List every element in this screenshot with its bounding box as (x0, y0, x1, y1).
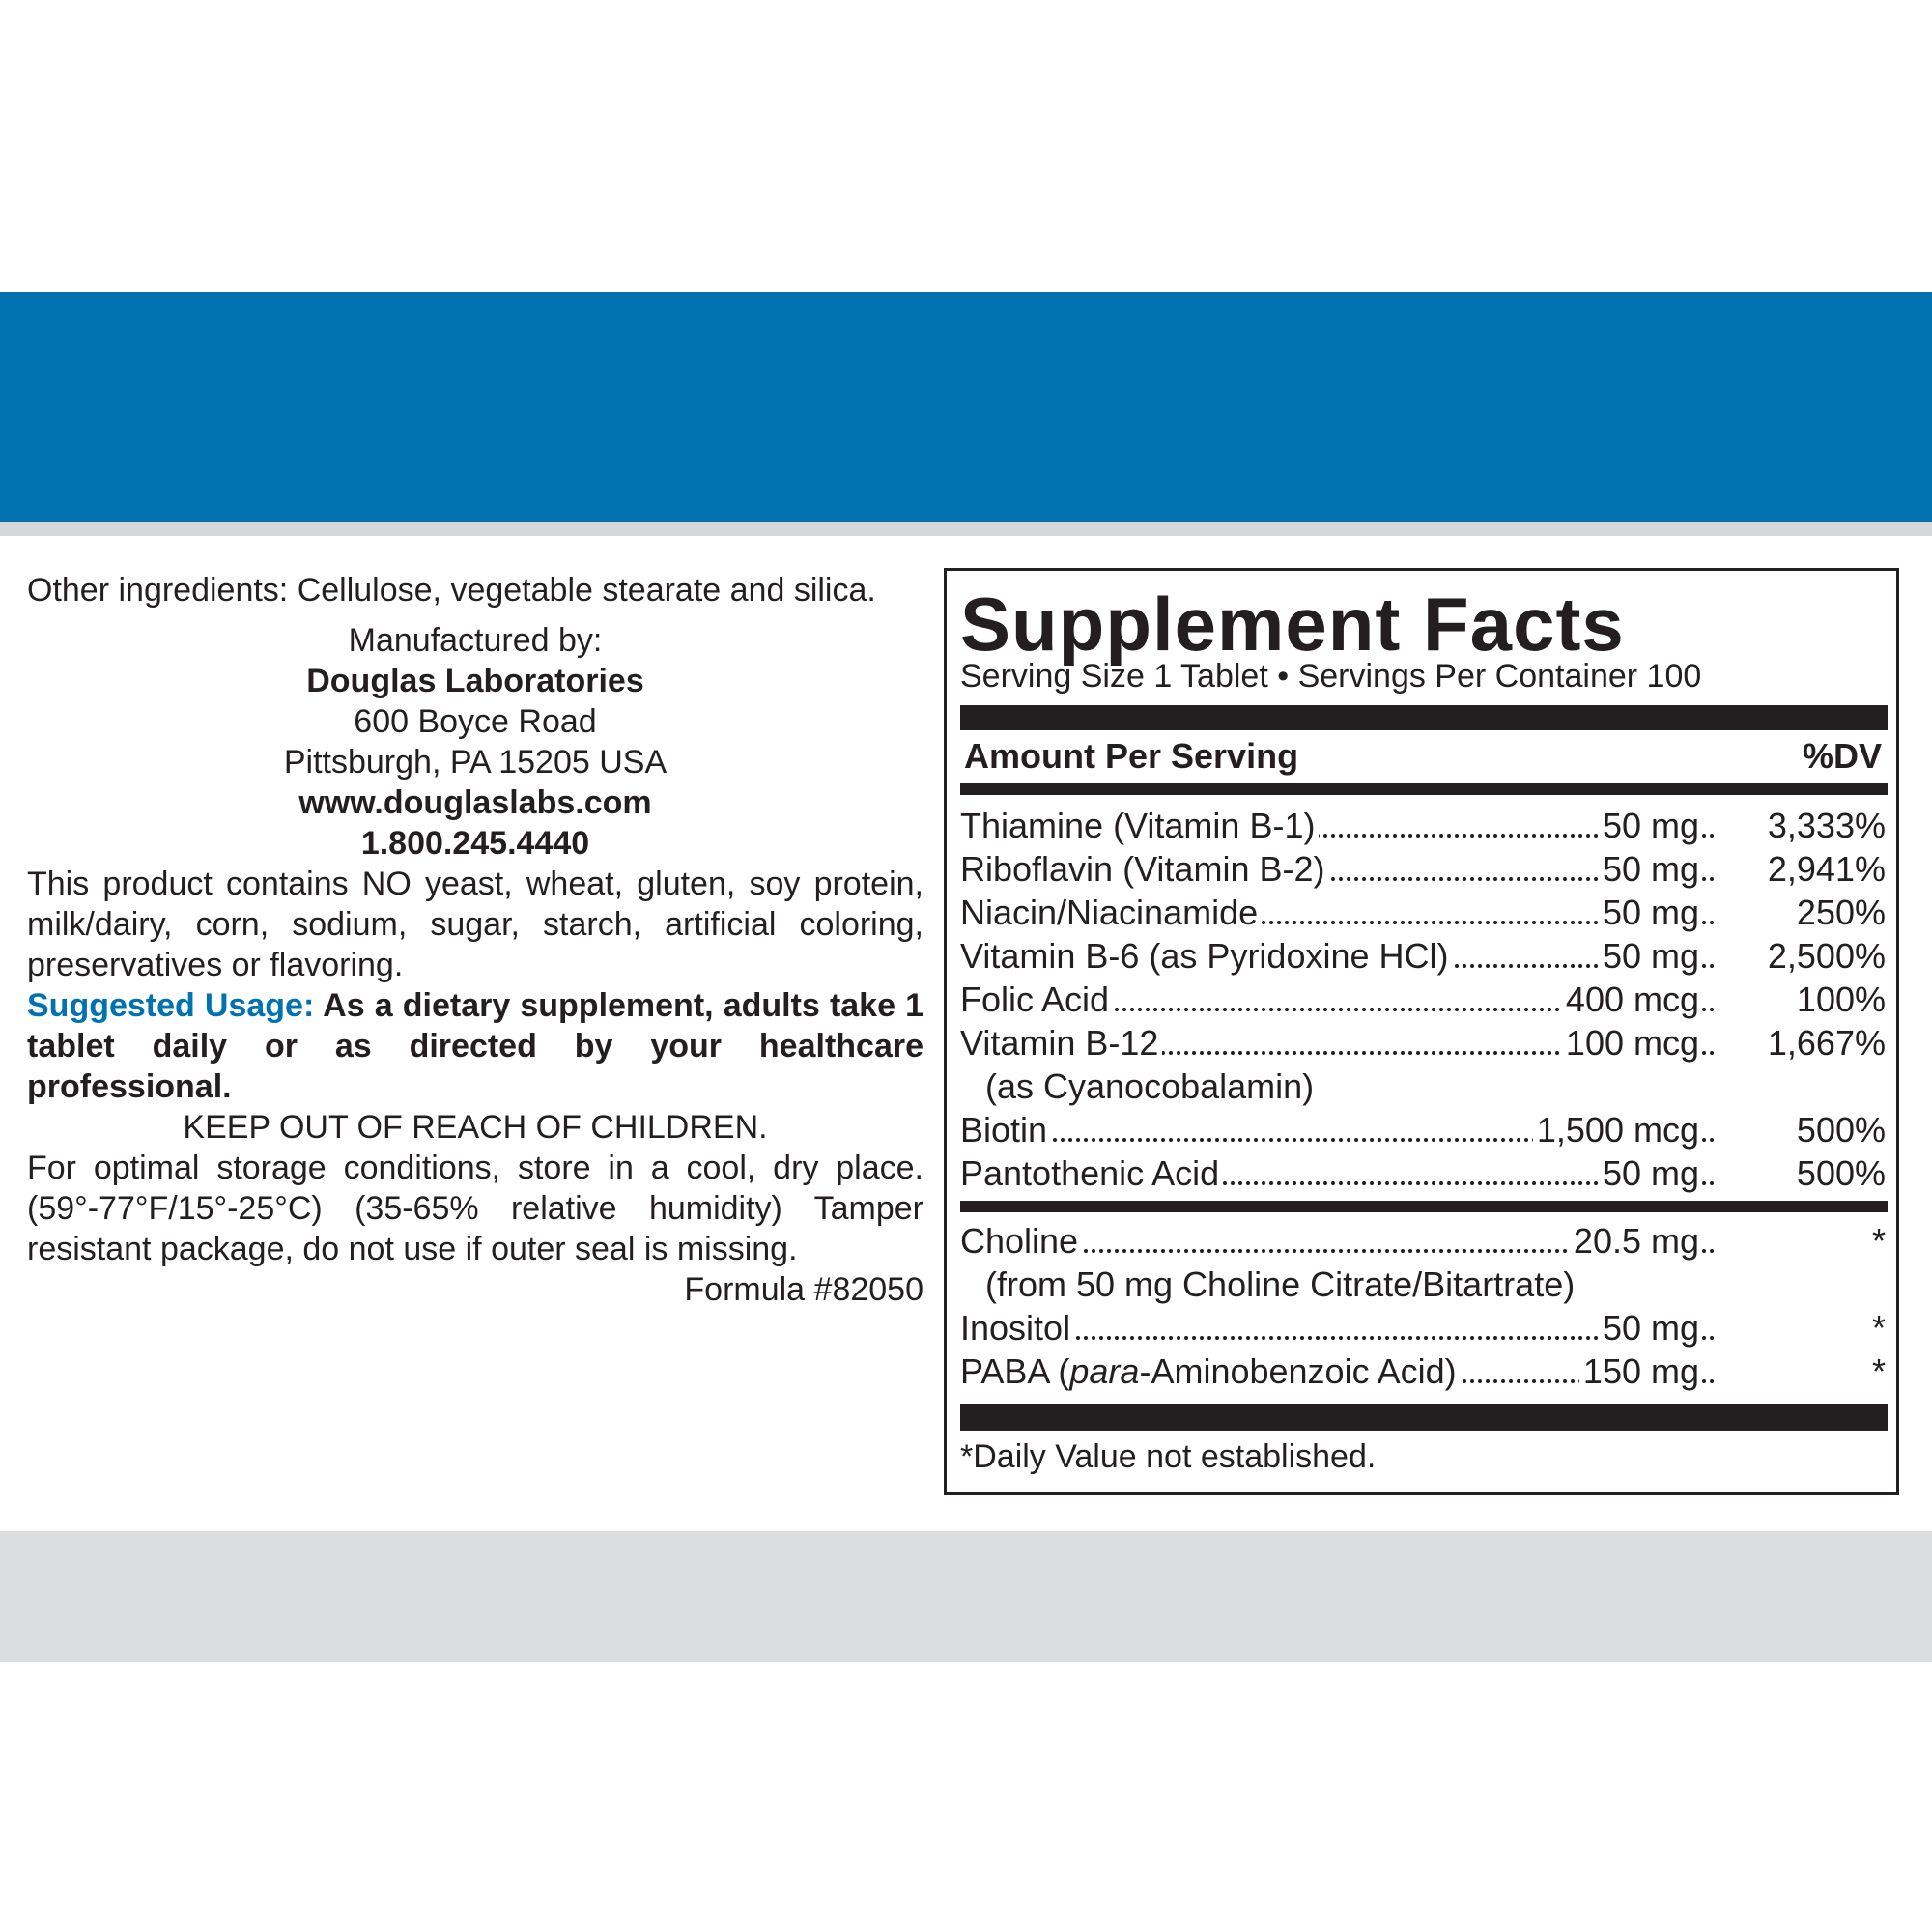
nutrient-amount: 50 mg (1599, 1152, 1699, 1195)
nutrient-row (960, 1109, 1888, 1151)
nutrient-amount: 150 mg (1579, 1350, 1699, 1393)
nutrient-dv: 250% (1796, 893, 1886, 932)
children-warning: KEEP OUT OF REACH OF CHILDREN. (183, 1109, 768, 1146)
nutrient-amount: 20.5 mg (1570, 1220, 1699, 1263)
nutrient-subnote-text: (as Cyanocobalamin) (985, 1066, 1315, 1106)
nutrient-name: Inositol (960, 1308, 1074, 1348)
nutrient-amount: 100 mcg (1562, 1022, 1699, 1065)
nutrient-name: Choline (960, 1221, 1082, 1261)
nutrient-name: Vitamin B-6 (as Pyridoxine HCl) (960, 936, 1453, 976)
nutrient-name: Riboflavin (Vitamin B-2) (960, 849, 1328, 889)
nutrient-name: Biotin (960, 1110, 1051, 1150)
label-left-column (27, 570, 923, 1310)
manufacturer-phone: 1.800.245.4440 (360, 825, 590, 862)
nutrient-amount: 1,500 mcg (1533, 1109, 1699, 1151)
serving-info: Serving Size 1 Tablet • Servings Per Container 100 (960, 658, 1702, 695)
nutrient-name: Thiamine (Vitamin B-1) (960, 806, 1319, 845)
nutrient-name: Pantothenic Acid (960, 1153, 1223, 1193)
nutrient-row (960, 1307, 1888, 1350)
nutrient-name: Vitamin B-12 (960, 1023, 1162, 1063)
manufacturer-block (27, 620, 923, 864)
nutrient-dv: 3,333% (1767, 806, 1886, 845)
nutrient-amount: 50 mg (1599, 848, 1699, 891)
nutrient-dv: * (1871, 1351, 1886, 1391)
dv-footnote: *Daily Value not established. (960, 1438, 1377, 1475)
nutrient-row (960, 892, 1888, 934)
nutrient-subnote (960, 1264, 1888, 1306)
nutrient-amount: 400 mcg (1562, 979, 1699, 1021)
medium-rule (960, 1201, 1888, 1212)
suggested-usage-text: As a dietary supplement, adults take 1 tablet daily or as directed by your healthcare professional. (27, 987, 924, 1105)
storage-instructions: For optimal storage conditions, store in a cool, dry place. (59°-77°F/15°-25°C) (35-65% relative humidity) Tamper resistant package, do not use if outer seal is missing. (27, 1150, 923, 1267)
medium-rule (960, 783, 1888, 795)
supplement-facts-title: Supplement Facts (960, 582, 1625, 667)
nutrient-name: PABA (para-Aminobenzoic Acid) (960, 1351, 1461, 1391)
manufacturer-website: www.douglaslabs.com (298, 784, 652, 821)
amount-per-serving-label: Amount Per Serving (964, 736, 1299, 776)
nutrient-subnote (960, 1065, 1888, 1108)
nutrient-row (960, 935, 1888, 978)
nutrient-dv: 100% (1796, 980, 1886, 1019)
allergen-statement: This product contains NO yeast, wheat, gluten, soy protein, milk/dairy, corn, sodium, sugar, starch, artificial coloring, preservatives or flavoring. (27, 866, 923, 983)
nutrient-amount: 50 mg (1599, 935, 1699, 978)
nutrient-amount: 50 mg (1599, 1307, 1699, 1350)
divider-strip (0, 522, 1932, 536)
nutrient-row (960, 848, 1888, 891)
dv-header: %DV (1802, 736, 1882, 776)
nutrient-dv: 2,500% (1767, 936, 1886, 976)
nutrient-row (960, 1350, 1888, 1393)
other-ingredients: Other ingredients: Cellulose, vegetable stearate and silica. (27, 572, 876, 609)
header-band (0, 292, 1932, 522)
manufacturer-address-1: 600 Boyce Road (354, 703, 597, 740)
nutrient-name: Niacin/Niacinamide (960, 893, 1262, 932)
footer-band (0, 1531, 1932, 1662)
nutrient-name: Folic Acid (960, 980, 1113, 1019)
nutrient-dv: 500% (1796, 1153, 1886, 1193)
thick-rule-bottom (960, 1404, 1888, 1431)
nutrient-dv: 500% (1796, 1110, 1886, 1150)
nutrient-row (960, 1152, 1888, 1195)
formula-number: Formula #82050 (684, 1271, 923, 1308)
nutrient-row (960, 805, 1888, 847)
nutrient-dv: * (1871, 1221, 1886, 1261)
manufacturer-address-2: Pittsburgh, PA 15205 USA (283, 744, 668, 781)
manufacturer-name: Douglas Laboratories (306, 663, 644, 699)
nutrient-row (960, 979, 1888, 1021)
nutrient-dv: 2,941% (1767, 849, 1886, 889)
amount-header-row (964, 735, 1882, 778)
manufacturer-intro: Manufactured by: (348, 622, 603, 659)
suggested-usage (27, 985, 923, 1107)
nutrient-amount: 50 mg (1599, 805, 1699, 847)
supplement-facts-panel (944, 568, 1899, 1495)
nutrient-row (960, 1022, 1888, 1065)
nutrient-dv: 1,667% (1767, 1023, 1886, 1063)
nutrient-amount: 50 mg (1599, 892, 1699, 934)
suggested-usage-label: Suggested Usage: (27, 987, 315, 1024)
nutrient-dv: * (1871, 1308, 1886, 1348)
nutrient-subnote-text: (from 50 mg Choline Citrate/Bitartrate) (985, 1264, 1576, 1304)
thick-rule (960, 705, 1888, 730)
nutrient-row (960, 1220, 1888, 1263)
